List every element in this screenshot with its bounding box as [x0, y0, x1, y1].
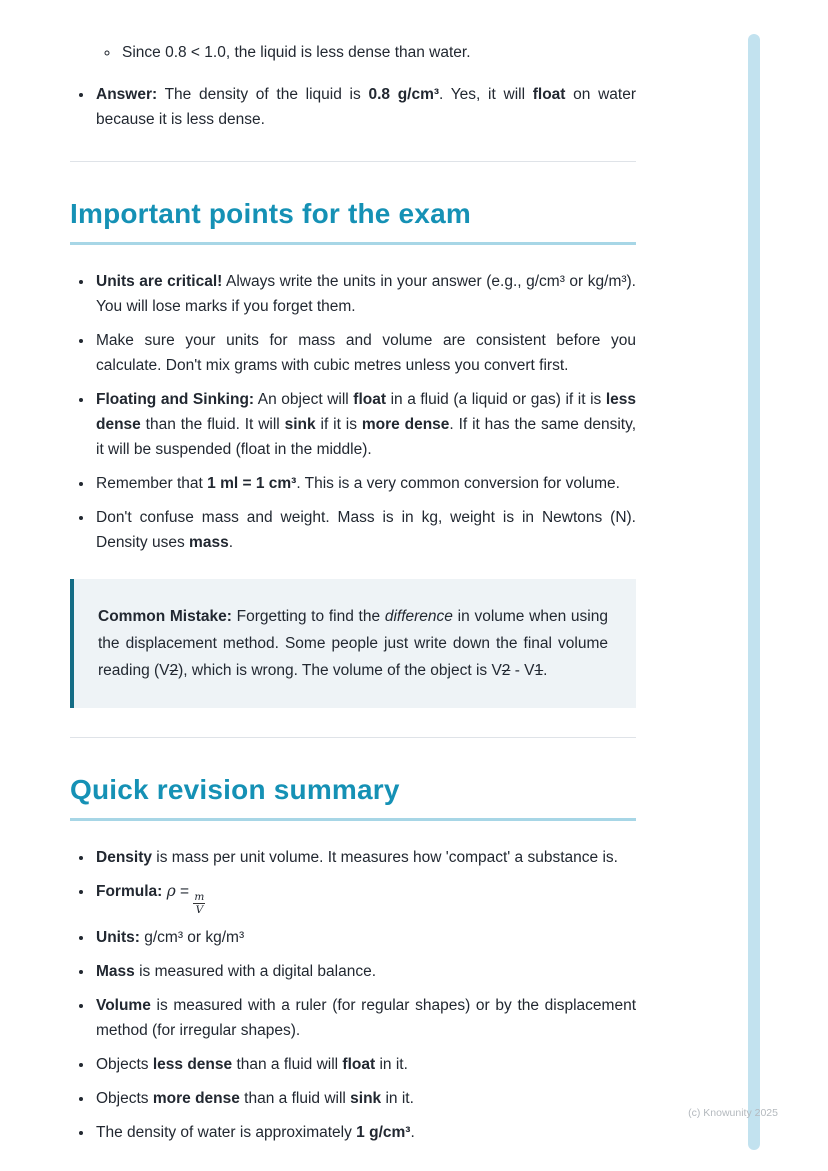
list-item: • Don't confuse mass and weight. Mass is in kg, weight is in Newtons (N). Density uses mass.	[94, 505, 636, 555]
fraction: $\frac{m}{V}$	[194, 891, 205, 917]
list-item: • Objects less dense than a fluid will float in it.	[94, 1052, 636, 1077]
scrollbar-track[interactable]	[748, 34, 760, 1150]
section-divider-2	[70, 737, 636, 738]
list-item: • Mass is measured with a digital balance.	[94, 959, 636, 984]
sub-bullet-list	[70, 40, 636, 65]
document-content	[70, 40, 636, 1154]
list-item: • The density of water is approximately 1 g/cm³.	[94, 1120, 636, 1145]
list-item: • Objects more dense than a fluid will sink in it.	[94, 1086, 636, 1111]
answer-bullet-list	[70, 82, 636, 132]
heading-quick-revision: Quick revision summary	[70, 773, 636, 821]
list-item: • Make sure your units for mass and volume are consistent before you calculate. Don't mix grams with cubic metres unless you convert first.	[94, 328, 636, 378]
common-mistake-callout	[70, 579, 636, 708]
list-item: • Units are critical! Always write the units in your answer (e.g., g/cm³ or kg/m³). You will lose marks if you forget them.	[94, 269, 636, 319]
list-item: ◦ Since 0.8 < 1.0, the liquid is less dense than water.	[120, 40, 636, 65]
important-points-list	[70, 269, 636, 555]
list-item: • Density is mass per unit volume. It measures how 'compact' a substance is.	[94, 845, 636, 870]
list-item: • Remember that 1 ml = 1 cm³. This is a very common conversion for volume.	[94, 471, 636, 496]
section-divider	[70, 161, 636, 162]
list-item: • Volume is measured with a ruler (for regular shapes) or by the displacement method (for irregular shapes).	[94, 993, 636, 1043]
callout-text: Common Mistake: Forgetting to find the difference in volume when using the displacement method. Some people just write down the final volume reading (V2), which is wrong. The volume of the object is V2 - V1.	[98, 608, 608, 679]
list-item: • Formula: ρ = $\frac{m}{V}$	[94, 879, 636, 916]
list-item: • Answer: The density of the liquid is 0.8 g/cm³. Yes, it will float on water because it is less dense.	[94, 82, 636, 132]
summary-list	[70, 845, 636, 1145]
list-item: • Units: g/cm³ or kg/m³	[94, 925, 636, 950]
heading-important-points: Important points for the exam	[70, 197, 636, 245]
list-item: • Floating and Sinking: An object will float in a fluid (a liquid or gas) if it is less dense than the fluid. It will sink if it is more dense. If it has the same density, it will be suspended (float in the middle).	[94, 387, 636, 462]
watermark: (c) Knowunity 2025	[688, 1107, 778, 1119]
